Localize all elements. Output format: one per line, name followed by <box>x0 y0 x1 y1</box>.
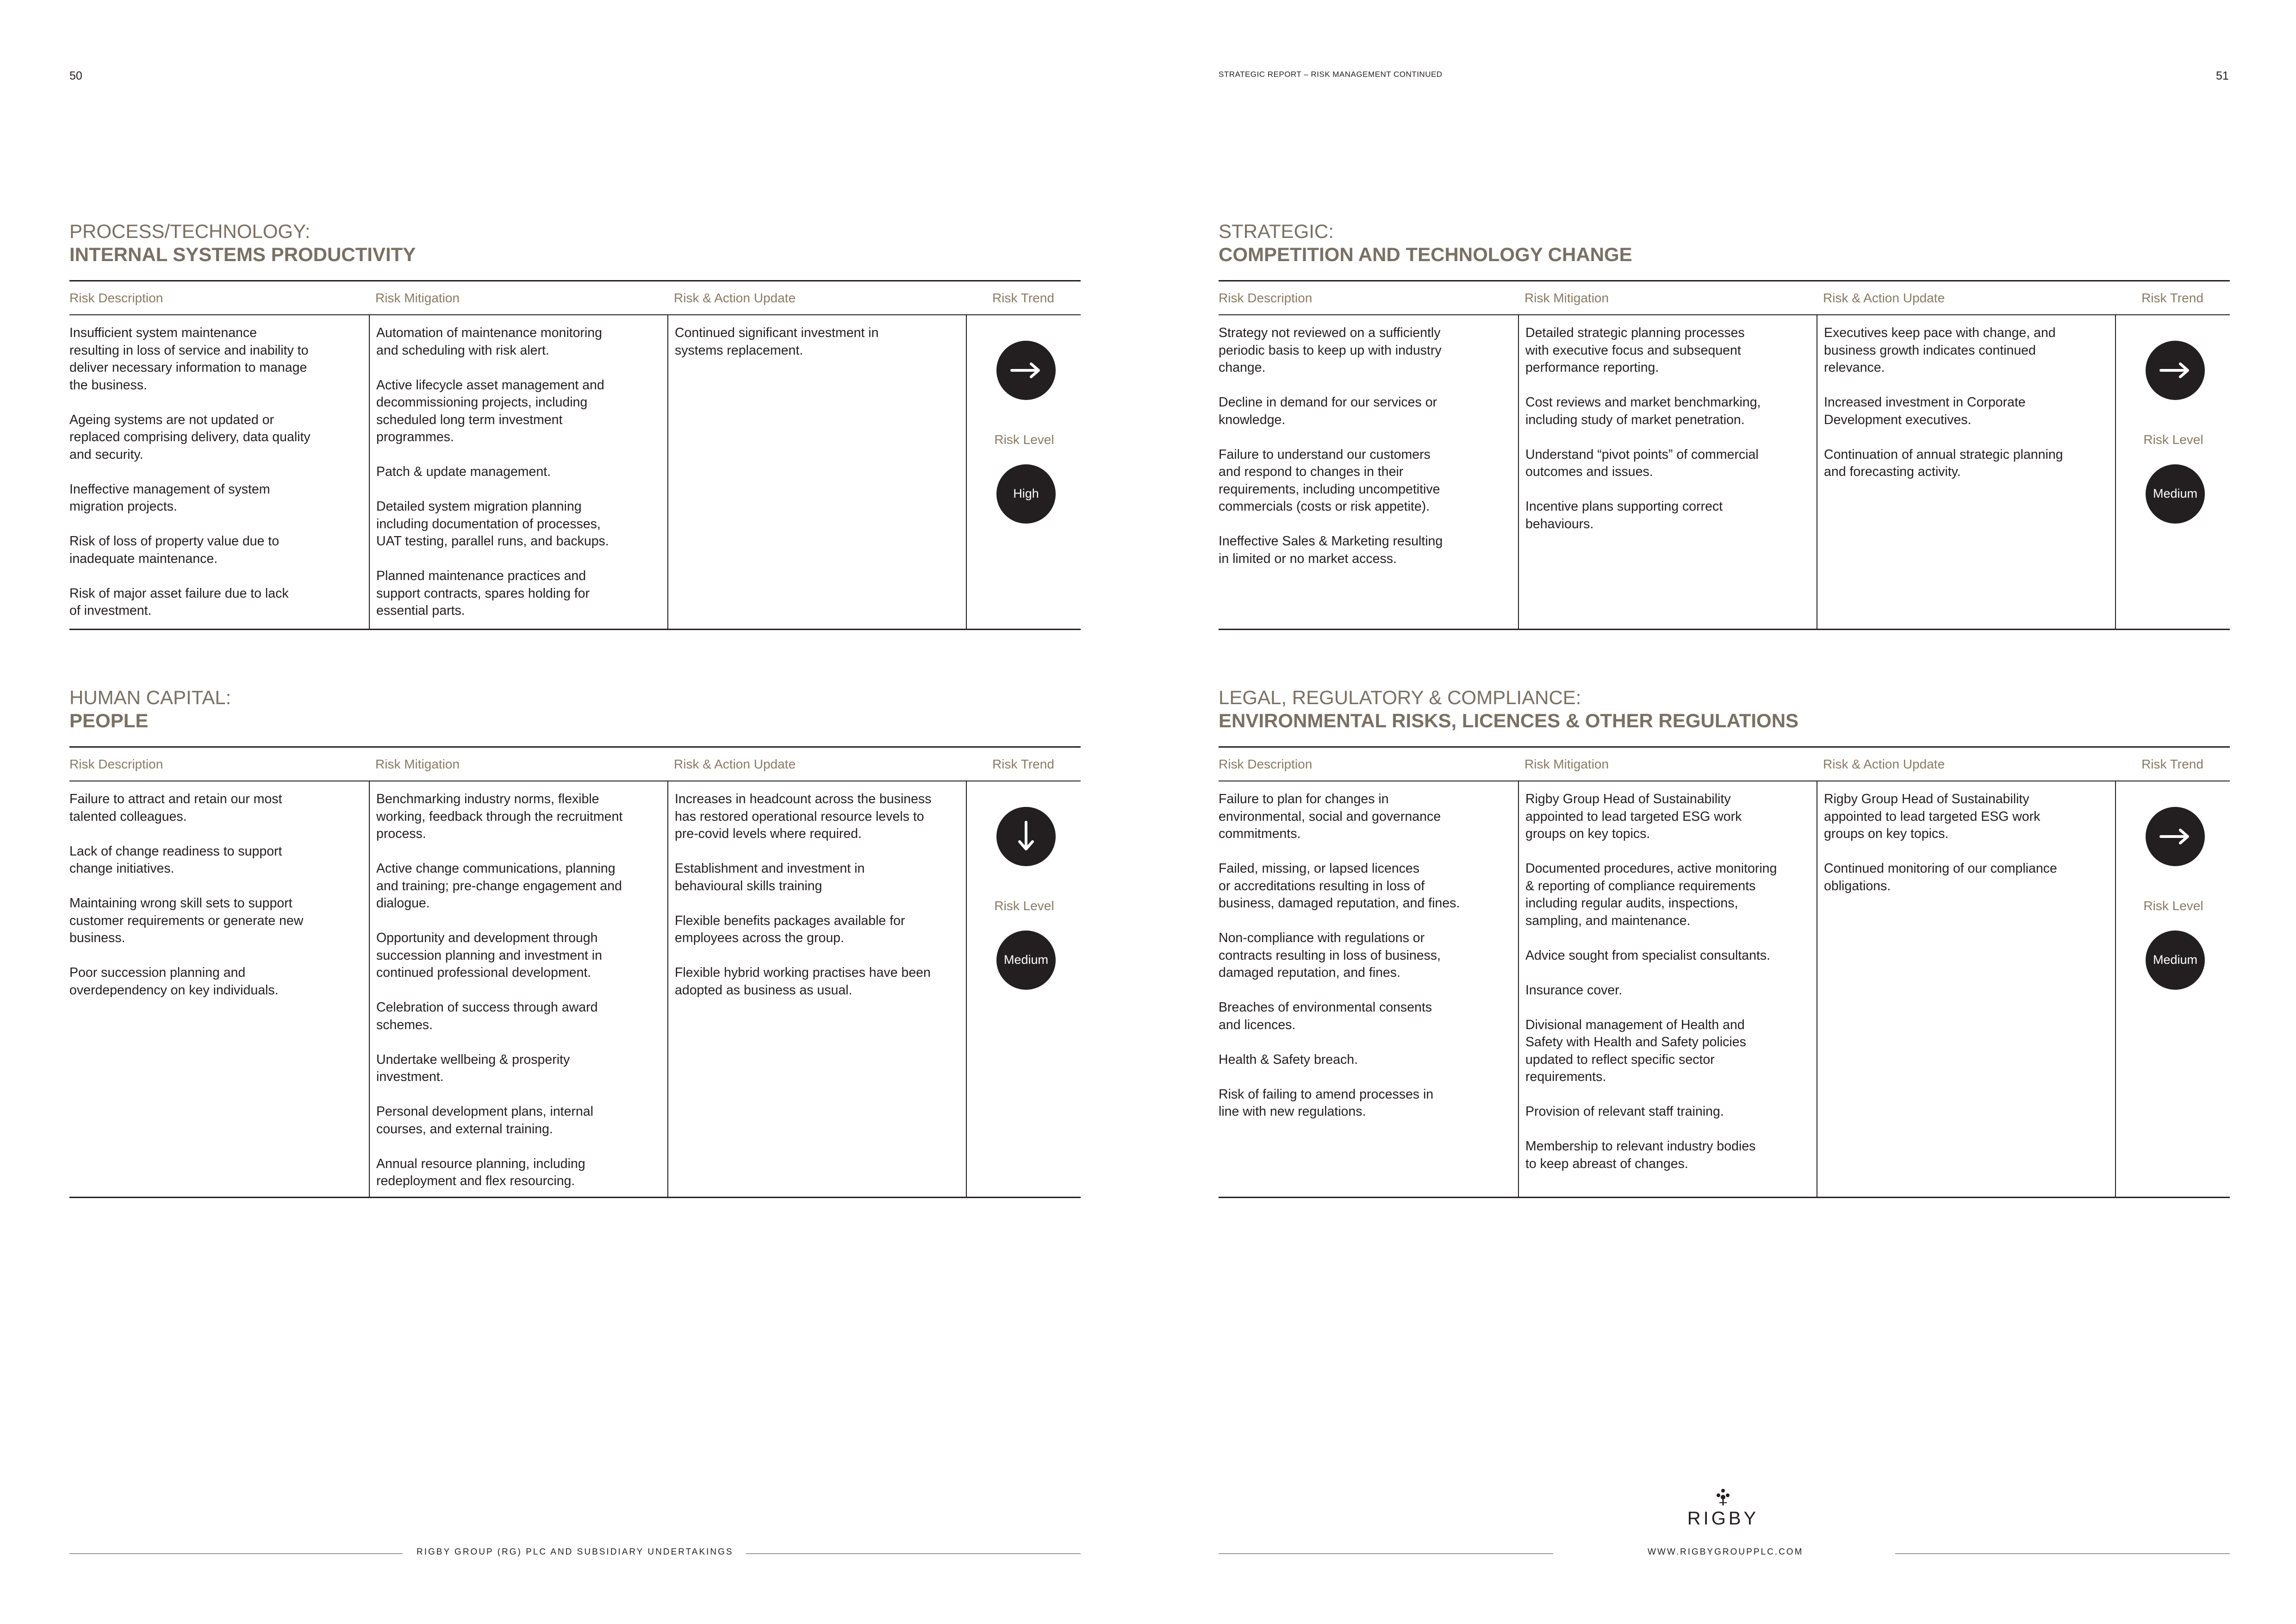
risk-level-badge: Medium <box>2146 931 2205 990</box>
risk-level-badge: Medium <box>2146 464 2205 524</box>
section-title-topic: COMPETITION AND TECHNOLOGY CHANGE <box>1219 244 1632 265</box>
page-number-left: 50 <box>69 69 82 82</box>
risk-table <box>69 280 1081 630</box>
risk-mitigation-item: Active lifecycle asset management and decommissioning projects, including scheduled long term investment programmes. <box>376 377 604 444</box>
section-title-category: LEGAL, REGULATORY & COMPLIANCE: <box>1219 687 1581 708</box>
header-risk-trend: Risk Trend <box>992 756 1054 771</box>
risk-trend-column <box>2115 315 2230 629</box>
header-risk-description: Risk Description <box>69 290 163 305</box>
risk-description-item: Risk of failing to amend processes in line with new regulations. <box>1219 1087 1434 1119</box>
header-risk-mitigation: Risk Mitigation <box>1524 290 1609 305</box>
risk-description-item: Maintaining wrong skill sets to support customer requirements or generate new business. <box>69 896 304 945</box>
risk-section <box>69 220 1081 618</box>
risk-mitigation-column <box>369 781 667 1197</box>
risk-section <box>69 686 1081 1188</box>
risk-description-item: Failure to attract and retain our most talented colleagues. <box>69 792 282 824</box>
risk-mitigation-item: Benchmarking industry norms, flexible working, feedback through the recruitment process. <box>376 792 623 841</box>
risk-description-column <box>1219 315 1518 629</box>
risk-description-column <box>69 781 369 1197</box>
header-risk-mitigation: Risk Mitigation <box>375 290 460 305</box>
risk-update-item: Executives keep pace with change, and business growth indicates continued relevance. <box>1824 325 2056 375</box>
header-risk-description: Risk Description <box>69 756 163 771</box>
risk-description-item: Strategy not reviewed on a sufficiently periodic basis to keep up with industry change. <box>1219 325 1442 375</box>
risk-table-body <box>69 781 1081 1198</box>
risk-mitigation-item: Detailed strategic planning processes with executive focus and subsequent performance reporting. <box>1525 325 1745 375</box>
risk-table-header <box>69 746 1081 781</box>
risk-update-column <box>1817 781 2115 1197</box>
risk-description-item: Ineffective Sales & Marketing resulting in limited or no market access. <box>1219 534 1443 566</box>
risk-mitigation-item: Incentive plans supporting correct behaviours. <box>1525 499 1723 531</box>
risk-description-item: Poor succession planning and overdependency on key individuals. <box>69 965 279 998</box>
risk-description-item: Risk of major asset failure due to lack of investment. <box>69 586 289 618</box>
risk-description-item: Failure to plan for changes in environmental, social and governance commitments. <box>1219 792 1441 841</box>
rigby-logo-emblem-icon <box>1714 1487 1732 1506</box>
footer-rule-right-b <box>1895 1553 2230 1554</box>
header-risk-trend: Risk Trend <box>992 290 1054 305</box>
risk-description-column <box>69 315 369 629</box>
risk-trend-column <box>2115 781 2230 1197</box>
section-title-category: HUMAN CAPITAL: <box>69 687 231 708</box>
header-risk-action-update: Risk & Action Update <box>1823 290 1945 305</box>
rigby-logo-wordmark: RIGBY <box>1687 1508 1759 1529</box>
footer-rule-right-a <box>1219 1553 1553 1554</box>
risk-mitigation-item: Opportunity and development through succession planning and investment in continued professional development. <box>376 931 602 980</box>
risk-mitigation-item: Understand “pivot points” of commercial outcomes and issues. <box>1525 447 1759 479</box>
risk-description-item: Insufficient system maintenance resulting in loss of service and inability to deliver necessary information to manage the business. <box>69 325 309 393</box>
risk-update-item: Rigby Group Head of Sustainability appointed to lead targeted ESG work groups on key topics. <box>1824 792 2041 841</box>
risk-update-item: Establishment and investment in behavioural skills training <box>675 861 865 893</box>
risk-mitigation-item: Advice sought from specialist consultants. <box>1525 948 1771 963</box>
risk-update-item: Flexible benefits packages available for employees across the group. <box>675 913 905 945</box>
risk-mitigation-item: Divisional management of Health and Safety with Health and Safety policies updated to reflect specific sector requirements. <box>1525 1017 1746 1084</box>
risk-level-label: Risk Level <box>994 899 1054 913</box>
header-risk-description: Risk Description <box>1219 290 1313 305</box>
risk-update-item: Increased investment in Corporate Development executives. <box>1824 395 2026 427</box>
header-risk-description: Risk Description <box>1219 756 1313 771</box>
risk-mitigation-item: Detailed system migration planning including documentation of processes, UAT testing, parallel runs, and backups. <box>376 499 609 549</box>
risk-mitigation-item: Documented procedures, active monitoring & reporting of compliance requirements including regular audits, inspections, sampling, and maintenance. <box>1525 861 1777 928</box>
risk-description-item: Health & Safety breach. <box>1219 1052 1358 1067</box>
risk-table-body <box>69 315 1081 630</box>
section-title <box>1219 220 2230 266</box>
risk-trend-column <box>966 315 1081 629</box>
risk-description-item: Failed, missing, or lapsed licences or accreditations resulting in loss of business, damaged reputation, and fines. <box>1219 861 1460 911</box>
arrow-right-icon <box>2146 341 2205 400</box>
risk-description-item: Non-compliance with regulations or contracts resulting in loss of business, damaged reputation, and fines. <box>1219 931 1441 980</box>
risk-table-body <box>1219 315 2230 630</box>
risk-mitigation-column <box>1518 781 1817 1197</box>
risk-description-item: Breaches of environmental consents and licences. <box>1219 1000 1432 1032</box>
risk-level-label: Risk Level <box>2143 432 2203 447</box>
risk-mitigation-item: Cost reviews and market benchmarking, including study of market penetration. <box>1525 395 1761 427</box>
risk-update-column <box>667 315 966 629</box>
risk-mitigation-item: Personal development plans, internal courses, and external training. <box>376 1104 593 1137</box>
risk-description-item: Ineffective management of system migration projects. <box>69 481 270 514</box>
arrow-right-icon <box>996 341 1056 400</box>
header-risk-action-update: Risk & Action Update <box>1823 756 1945 771</box>
header-risk-action-update: Risk & Action Update <box>674 756 796 771</box>
risk-mitigation-item: Rigby Group Head of Sustainability appointed to lead targeted ESG work groups on key topics. <box>1525 792 1742 841</box>
risk-table <box>1219 746 2230 1198</box>
risk-table <box>69 746 1081 1198</box>
header-risk-mitigation: Risk Mitigation <box>375 756 460 771</box>
risk-section <box>1219 220 2230 566</box>
risk-mitigation-item: Membership to relevant industry bodies to keep abreast of changes. <box>1525 1139 1756 1171</box>
risk-update-column <box>667 781 966 1197</box>
header-risk-mitigation: Risk Mitigation <box>1524 756 1609 771</box>
header-risk-action-update: Risk & Action Update <box>674 290 796 305</box>
risk-description-item: Ageing systems are not updated or replaced comprising delivery, data quality and security. <box>69 412 311 462</box>
risk-mitigation-item: Patch & update management. <box>376 464 551 479</box>
page-number-right: 51 <box>2216 69 2229 82</box>
risk-table-header <box>69 280 1081 315</box>
risk-section <box>1219 686 2230 1171</box>
section-title <box>69 686 1081 732</box>
risk-level-label: Risk Level <box>2143 899 2203 913</box>
risk-table <box>1219 280 2230 630</box>
risk-mitigation-item: Insurance cover. <box>1525 982 1623 998</box>
footer-rule-left-a <box>69 1553 403 1554</box>
risk-update-item: Flexible hybrid working practises have been adopted as business as usual. <box>675 965 931 998</box>
footer-rule-left-b <box>746 1553 1081 1554</box>
section-title <box>1219 686 2230 732</box>
risk-level-label: Risk Level <box>994 432 1054 447</box>
risk-mitigation-item: Provision of relevant staff training. <box>1525 1104 1724 1119</box>
section-title-category: STRATEGIC: <box>1219 220 1334 242</box>
header-risk-trend: Risk Trend <box>2141 290 2203 305</box>
risk-table-header <box>1219 280 2230 315</box>
running-head: STRATEGIC REPORT – RISK MANAGEMENT CONTINUED <box>1219 70 1443 79</box>
risk-mitigation-item: Active change communications, planning and training; pre-change engagement and dialogue. <box>376 861 622 911</box>
footer-website: WWW.RIGBYGROUPPLC.COM <box>1648 1547 1804 1557</box>
section-title-topic: ENVIRONMENTAL RISKS, LICENCES & OTHER REGULATIONS <box>1219 710 1799 731</box>
risk-update-item: Increases in headcount across the business has restored operational resource levels to pre-covid levels where required. <box>675 792 932 841</box>
risk-update-item: Continuation of annual strategic planning and forecasting activity. <box>1824 447 2063 479</box>
risk-mitigation-column <box>369 315 667 629</box>
header-risk-trend: Risk Trend <box>2141 756 2203 771</box>
arrow-right-icon <box>2146 807 2205 866</box>
risk-update-item: Continued significant investment in systems replacement. <box>675 325 879 358</box>
risk-mitigation-item: Annual resource planning, including redeployment and flex resourcing. <box>376 1156 585 1188</box>
section-title-category: PROCESS/TECHNOLOGY: <box>69 220 311 242</box>
risk-level-badge: Medium <box>996 931 1056 990</box>
risk-table-header <box>1219 746 2230 781</box>
risk-description-item: Lack of change readiness to support change initiatives. <box>69 843 282 876</box>
risk-level-badge: High <box>996 464 1056 524</box>
risk-mitigation-item: Automation of maintenance monitoring and scheduling with risk alert. <box>376 325 602 358</box>
risk-description-column <box>1219 781 1518 1197</box>
risk-update-column <box>1817 315 2115 629</box>
arrow-down-icon <box>996 807 1056 866</box>
footer-company-name: RIGBY GROUP (RG) PLC AND SUBSIDIARY UNDERTAKINGS <box>417 1547 734 1557</box>
risk-mitigation-column <box>1518 315 1817 629</box>
risk-mitigation-item: Undertake wellbeing & prosperity investment. <box>376 1052 570 1084</box>
risk-trend-column <box>966 781 1081 1197</box>
risk-description-item: Failure to understand our customers and respond to changes in their requirements, including uncompetitive commercials (costs or risk appetite). <box>1219 447 1440 514</box>
risk-mitigation-item: Planned maintenance practices and support contracts, spares holding for essential parts. <box>376 568 590 618</box>
risk-description-item: Decline in demand for our services or knowledge. <box>1219 395 1437 427</box>
section-title <box>69 220 1081 266</box>
section-title-topic: PEOPLE <box>69 710 149 731</box>
risk-update-item: Continued monitoring of our compliance obligations. <box>1824 861 2057 893</box>
risk-description-item: Risk of loss of property value due to inadequate maintenance. <box>69 534 280 566</box>
risk-table-body <box>1219 781 2230 1198</box>
section-title-topic: INTERNAL SYSTEMS PRODUCTIVITY <box>69 244 416 265</box>
risk-mitigation-item: Celebration of success through award schemes. <box>376 1000 598 1032</box>
